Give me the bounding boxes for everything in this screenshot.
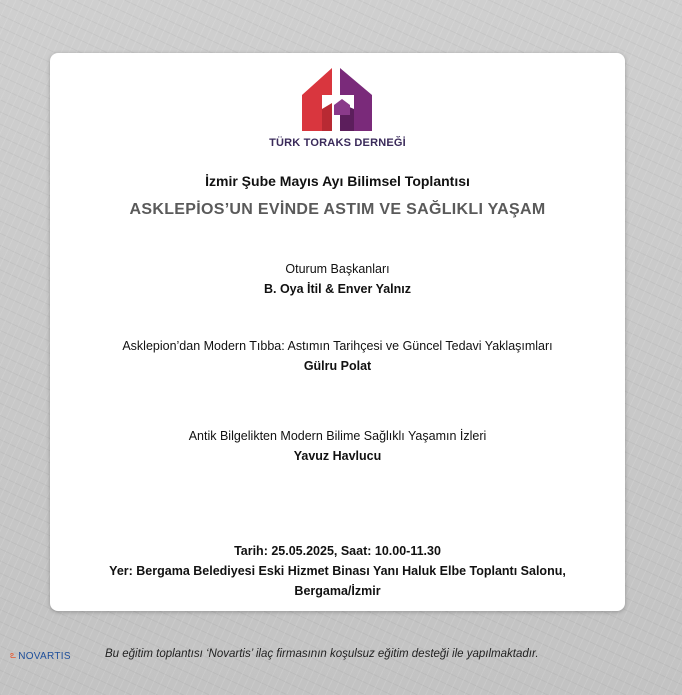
session-label: Oturum Başkanları bbox=[285, 262, 390, 276]
sponsor-disclaimer: Bu eğitim toplantısı ‘Novartis’ ilaç firmasının koşulsuz eğitim desteği ile yapılmaktadır. bbox=[105, 648, 539, 660]
event-card bbox=[50, 53, 625, 611]
session-label: Antik Bilgelikten Modern Bilime Sağlıklı Yaşamın İzleri bbox=[188, 429, 487, 443]
footer bbox=[0, 638, 682, 674]
session-speaker: Gülru Polat bbox=[303, 359, 372, 373]
session-speaker: B. Oya İtil & Enver Yalnız bbox=[263, 282, 412, 296]
event-date-time: Tarih: 25.05.2025, Saat: 10.00-11.30 bbox=[234, 544, 441, 558]
novartis-logo bbox=[10, 649, 71, 663]
society-logo bbox=[50, 65, 625, 149]
society-name: TÜRK TORAKS DERNEĞİ bbox=[269, 137, 406, 149]
event-venue-city: Bergama/İzmir bbox=[294, 584, 381, 598]
flame-icon: ఽ bbox=[10, 650, 17, 661]
society-logo-icon bbox=[298, 65, 378, 135]
event-subtitle: ASKLEPİOS’UN EVİNDE ASTIM VE SAĞLIKLI YAŞAM bbox=[129, 201, 546, 218]
novartis-logo-text: NOVARTIS bbox=[18, 650, 71, 662]
session-speaker: Yavuz Havlucu bbox=[293, 449, 382, 463]
event-title: İzmir Şube Mayıs Ayı Bilimsel Toplantısı bbox=[205, 173, 470, 189]
session-label: Asklepion’dan Modern Tıbba: Astımın Tarihçesi ve Güncel Tedavi Yaklaşımları bbox=[122, 339, 553, 353]
event-venue: Yer: Bergama Belediyesi Eski Hizmet Binası Yanı Haluk Elbe Toplantı Salonu, bbox=[109, 564, 566, 578]
